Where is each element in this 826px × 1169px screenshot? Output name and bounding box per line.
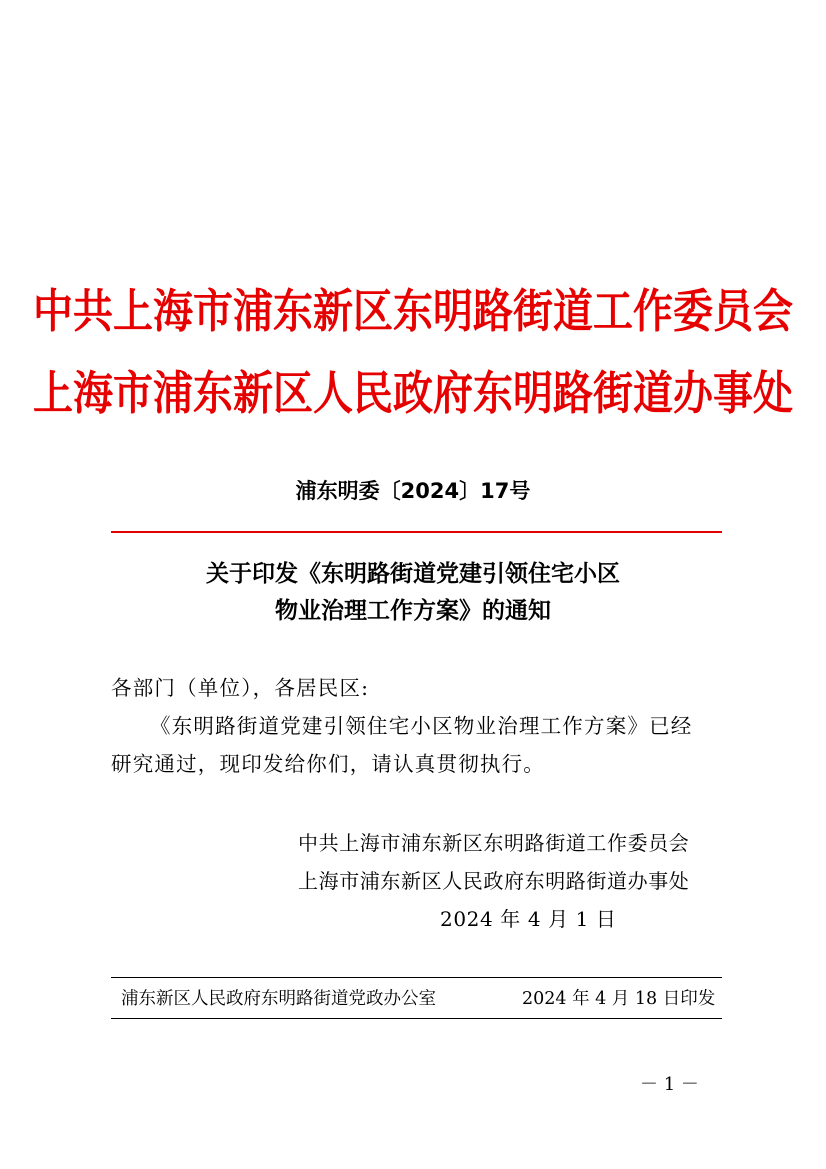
issuing-authority-line-2: 上海市浦东新区人民政府东明路街道办事处 xyxy=(33,367,793,421)
footer-issuer: 浦东新区人民政府东明路街道党政办公室 xyxy=(121,989,436,1009)
footer-top-rule xyxy=(111,977,722,978)
red-separator-line xyxy=(111,531,722,533)
salutation: 各部门（单位），各居民区: xyxy=(111,676,370,700)
document-title-line-2: 物业治理工作方案》的通知 xyxy=(275,598,551,624)
page-number: － 1 － xyxy=(640,1074,699,1095)
document-title-line-1: 关于印发《东明路街道党建引领住宅小区 xyxy=(206,561,620,587)
issuing-authority-line-1: 中共上海市浦东新区东明路街道工作委员会 xyxy=(33,285,793,339)
footer-bottom-rule xyxy=(111,1018,722,1019)
document-number: 浦东明委〔2024〕17号 xyxy=(295,479,531,503)
signature-organization-2: 上海市浦东新区人民政府东明路街道办事处 xyxy=(298,869,690,893)
signature-organization-1: 中共上海市浦东新区东明路街道工作委员会 xyxy=(298,831,690,855)
body-paragraph-line-2: 研究通过，现印发给你们，请认真贯彻执行。 xyxy=(111,752,545,776)
signature-date: 2024 年 4 月 1 日 xyxy=(440,907,617,931)
footer-print-date: 2024 年 4 月 18 日印发 xyxy=(522,989,716,1009)
body-paragraph-line-1: 《东明路街道党建引领住宅小区物业治理工作方案》已经 xyxy=(150,714,693,738)
